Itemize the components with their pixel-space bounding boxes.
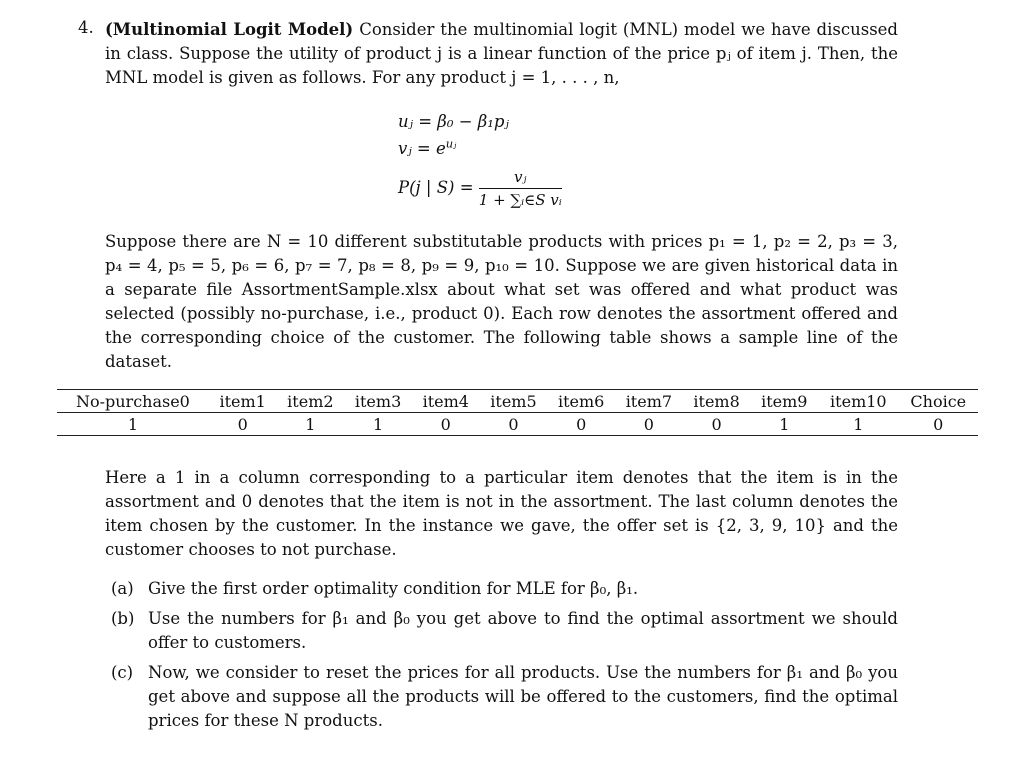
table-header-cell: item1 xyxy=(219,391,266,411)
table-header-cell: item3 xyxy=(354,391,402,411)
equation-attraction xyxy=(398,136,457,158)
paragraph-table-explanation: Here a 1 in a column corresponding to a particular item denotes that the item is in the assortment and 0 denotes that the item is not in the assortment. The last column denotes the item chosen by the customer. In the instance we gave, the offer set is {2, 3, 9, 10} and the customer chooses to not purchase. xyxy=(105,468,898,559)
table-header-cell: item9 xyxy=(761,391,808,411)
problem-number: 4. xyxy=(78,18,94,37)
table-cell: 0 xyxy=(643,414,654,434)
table-cell: 1 xyxy=(372,414,384,434)
table-cell: 1 xyxy=(127,414,138,434)
subquestion-text: Give the first order optimality condition for MLE for β₀, β₁. xyxy=(148,579,639,598)
equation-choice-probability xyxy=(398,168,562,209)
equation-attraction-base: vⱼ = e xyxy=(398,139,446,158)
table-cell: 1 xyxy=(305,414,316,434)
subquestion-a xyxy=(111,577,898,601)
problem-intro xyxy=(105,18,898,90)
table-header-cell: item10 xyxy=(830,391,887,411)
table-cell: 0 xyxy=(576,414,587,434)
subquestion-text: Now, we consider to reset the prices for all products. Use the numbers for β₁ and β₀ you get above and suppose all the products will be offered to the customers, find the optimal prices for these N products. xyxy=(148,663,898,730)
table-cell: 0 xyxy=(508,414,519,434)
table-header-cell: item7 xyxy=(625,391,673,411)
problem-intro-text: Consider the multinomial logit (MNL) model we have discussed in class. Suppose the utility of product j is a linear function of the price pⱼ of item j. Then, the MNL model is given as follows. For any product j = 1, . . . , n, xyxy=(105,20,898,87)
table-header-cell: item2 xyxy=(287,391,334,411)
equation-choice-numerator: vⱼ xyxy=(479,168,562,189)
sample-data-table xyxy=(57,389,978,436)
table-header-cell: item5 xyxy=(490,391,537,411)
problem-title: (Multinomial Logit Model) xyxy=(105,20,354,39)
equation-choice-lhs: P(j | S) = xyxy=(398,178,474,197)
table-cell: 0 xyxy=(711,414,722,434)
subquestion-text: Use the numbers for β₁ and β₀ you get above to find the optimal assortment we should offer to customers. xyxy=(148,609,898,652)
equation-attraction-exponent: uⱼ xyxy=(445,136,457,151)
table-cell: 1 xyxy=(853,414,864,434)
subquestion-label: (a) xyxy=(111,579,134,598)
table-header-cell: item8 xyxy=(693,391,740,411)
table-cell: 1 xyxy=(779,414,790,434)
equation-utility: uⱼ = β₀ − β₁pⱼ xyxy=(398,112,509,131)
table-cell: 0 xyxy=(440,414,451,434)
table-cell: 0 xyxy=(237,414,248,434)
table-header-cell: item4 xyxy=(422,391,469,411)
table-header-cell: Choice xyxy=(910,391,967,411)
table-header-row xyxy=(57,390,978,413)
subquestion-label: (b) xyxy=(111,609,135,628)
table-row xyxy=(57,413,978,436)
paragraph-data-description: Suppose there are N = 10 different substitutable products with prices p₁ = 1, p₂ = 2, p₃ = 3, p₄ = 4, p₅ = 5, p₆ = 6, p₇ = 7, p₈ = 8, p₉ = 9, p₁₀ = 10. Suppose we are given historical data in a separate file AssortmentSample.xlsx about what set was offered and what product was selected (possibly no-purchase, i.e., product 0). Each row denotes the assortment offered and the corresponding choice of the customer. The following table shows a sample line of the dataset. xyxy=(105,232,898,371)
subquestion-b xyxy=(111,607,898,655)
equation-choice-denominator: 1 + ∑ᵢ∈S vᵢ xyxy=(478,191,562,209)
table-header-cell: No-purchase0 xyxy=(75,391,190,411)
subquestion-label: (c) xyxy=(111,663,134,682)
table-cell: 0 xyxy=(933,414,944,434)
subquestion-c xyxy=(111,661,898,733)
equation-choice-fraction xyxy=(479,168,562,209)
table-header-cell: item6 xyxy=(557,391,605,411)
